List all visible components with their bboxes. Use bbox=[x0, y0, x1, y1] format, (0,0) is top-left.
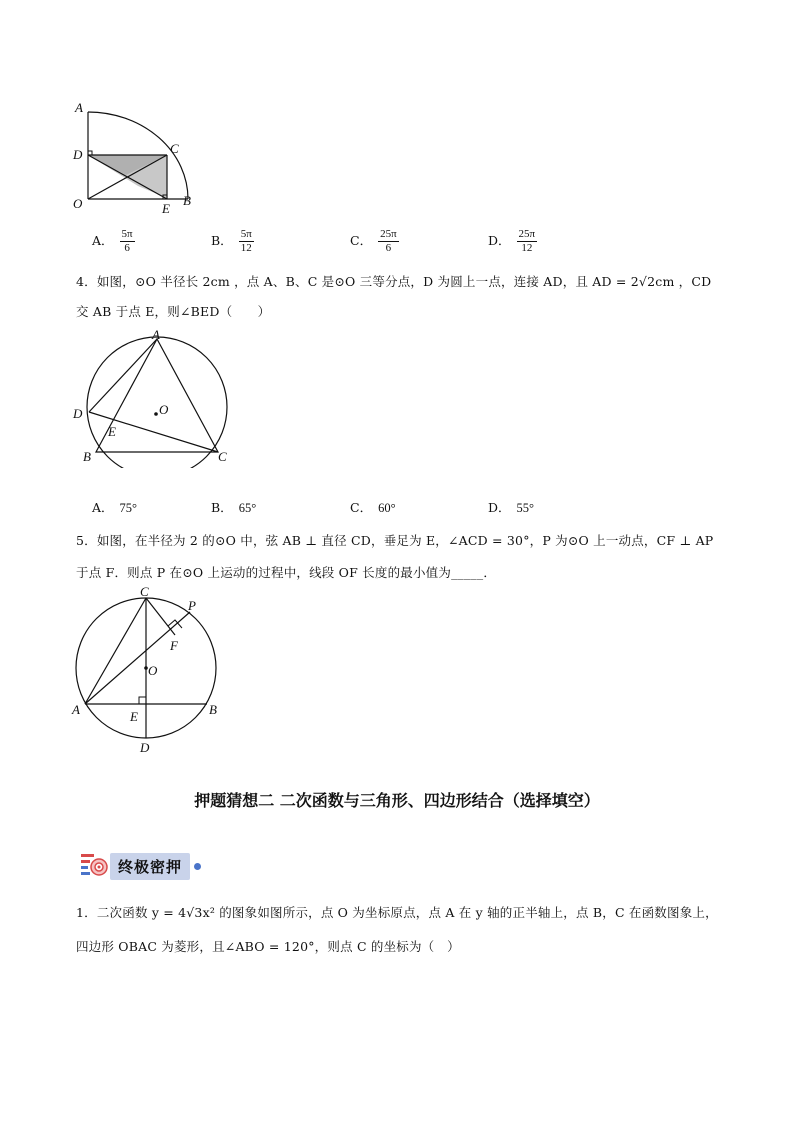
q4-option-c bbox=[350, 498, 396, 516]
q3-label-B: B bbox=[183, 193, 191, 208]
q3-label-E: E bbox=[162, 201, 170, 216]
q5-label-E: E bbox=[130, 709, 138, 724]
q4-label-D: D bbox=[73, 406, 83, 421]
q4-option-a-value: 75° bbox=[119, 501, 138, 515]
section-banner bbox=[80, 852, 201, 880]
q4-text-line2: 交 AB 于点 E，则∠BED（ ） bbox=[76, 304, 271, 319]
q3-option-c-num: 25π bbox=[380, 228, 397, 240]
q3-label-O: O bbox=[73, 196, 83, 211]
q4-option-d-value: 55° bbox=[516, 501, 535, 515]
q3-option-a-den: 6 bbox=[124, 242, 130, 254]
section-title: 押题猜想二 二次函数与三角形、四边形结合（选择填空） bbox=[194, 791, 600, 810]
banner-label: 终极密押 bbox=[110, 853, 190, 880]
target-icon bbox=[80, 852, 110, 880]
q4-label-C: C bbox=[218, 449, 227, 464]
q4-option-a-letter: A． bbox=[92, 500, 114, 515]
q4-label-B: B bbox=[83, 449, 91, 464]
q3-option-d-letter: D． bbox=[488, 233, 511, 248]
q1-text-line2: 四边形 OBAC 为菱形，且∠ABO = 120°，则点 C 的坐标为（ ） bbox=[76, 939, 460, 954]
q4-label-O: O bbox=[159, 402, 169, 417]
q4-option-b-value: 65° bbox=[238, 501, 257, 515]
q3-option-a-num: 5π bbox=[121, 228, 133, 240]
q4-option-c-value: 60° bbox=[378, 501, 396, 515]
q4-option-d-letter: D． bbox=[488, 500, 511, 515]
q5-text-line1: 5．如图，在半径为 2 的⊙O 中，弦 AB ⊥ 直径 CD，垂足为 E，∠ACD = 30°，P 为⊙O 上一动点，CF ⊥ AP bbox=[76, 533, 714, 548]
q5-label-B: B bbox=[209, 702, 217, 717]
q3-figure bbox=[70, 100, 200, 220]
q3-option-c-den: 6 bbox=[385, 242, 392, 254]
q5-label-C: C bbox=[140, 584, 149, 599]
q3-label-A: A bbox=[75, 100, 83, 115]
q4-option-b-letter: B． bbox=[211, 500, 233, 515]
q3-option-d bbox=[488, 228, 537, 255]
q4-figure bbox=[70, 328, 240, 468]
q3-option-d-den: 12 bbox=[521, 242, 533, 254]
q3-option-a-letter: A． bbox=[92, 233, 114, 248]
q3-option-d-num: 25π bbox=[518, 228, 536, 240]
q4-option-a bbox=[92, 498, 137, 516]
q5-label-A: A bbox=[72, 702, 80, 717]
q3-label-D: D bbox=[73, 147, 83, 162]
q3-option-c-letter: C． bbox=[350, 233, 373, 248]
q5-text-line2: 于点 F．则点 P 在⊙O 上运动的过程中，线段 OF 长度的最小值为_____． bbox=[76, 565, 497, 580]
banner-dot bbox=[194, 863, 201, 870]
q5-label-F: F bbox=[170, 638, 178, 653]
q5-label-D: D bbox=[140, 740, 150, 755]
q4-option-c-letter: C． bbox=[350, 500, 373, 515]
q5-figure bbox=[68, 580, 238, 755]
q1-text-line1: 1．二次函数 y = 4√3x² 的图象如图所示，点 O 为坐标原点，点 A 在 y 轴的正半轴上，点 B，C 在函数图象上， bbox=[76, 905, 718, 920]
q5-label-P: P bbox=[188, 598, 196, 613]
q5-label-O: O bbox=[148, 663, 158, 678]
q3-option-b bbox=[211, 228, 254, 255]
q3-option-b-letter: B． bbox=[211, 233, 233, 248]
q3-option-b-num: 5π bbox=[240, 228, 252, 240]
q4-label-E: E bbox=[108, 424, 116, 439]
q3-option-a bbox=[92, 228, 135, 255]
q3-option-b-den: 12 bbox=[240, 242, 252, 254]
q3-label-C: C bbox=[170, 141, 179, 156]
q4-text-line1: 4．如图，⊙O 半径长 2cm ，点 A、B、C 是⊙O 三等分点，D 为圆上一点，连接 AD，且 AD = 2√2cm ，CD bbox=[76, 274, 712, 289]
q3-option-c bbox=[350, 228, 399, 255]
q4-label-A: A bbox=[152, 328, 160, 342]
q4-option-b bbox=[211, 498, 256, 516]
q4-option-d bbox=[488, 498, 534, 516]
